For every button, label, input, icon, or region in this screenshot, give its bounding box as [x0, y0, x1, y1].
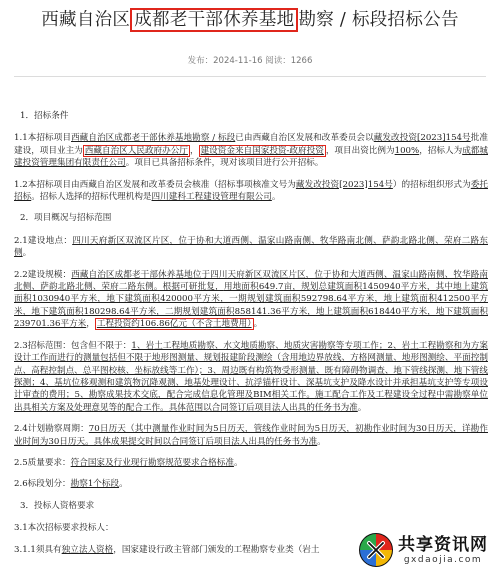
- paragraph-2-3: 2.3招标范围：包含但不限于：1、岩土工程地质勘察、水文地质勘察、地质灾害勘察等专项工作；2、岩土工程勘察和为方案设计工作而进行的测量包括但不限于地形图测量、规划报建阶段测绘（含用地边界放线、方格网测量、地形图测绘、平面控制点、高程控制点、总平图校核、坐标放线等工作）；3、周边既有构筑物受形测量、既有障碍物调查、地下管线探测、地下管线探测；4、基坑位移观测和建筑物沉降观测、地基处理设计、抗浮锚杆设计、深基坑支护及降水设计并承担基坑支护等专项设计审查的费用；5、勘察成果技术交底，配合完成信息化管理及BIM相关工作。施工配合工作及工程建设全过程中需勘察单位出具相关方案及处理意见等的配合工作。具体范围以合同签订后项目法人出具的任务书为准。: [14, 340, 489, 413]
- header-divider: [14, 76, 486, 77]
- watermark-title: 共享资讯网: [398, 535, 488, 555]
- highlight-box-investment: 工程投资约106.86亿元（不含土地费用）: [96, 319, 252, 330]
- paragraph-2-4: 2.4计划勘察周期：70日历天（其中测量作业时间为5日历天，管线作业时间为5日历天，初勘作业时间为30日历天，详勘作业时间为30日历天。具体成果提交时间以合同签订后项目法人出具的任务书为准。: [14, 424, 488, 447]
- paragraph-2-5: 2.5质量要求：符合国家及行业现行勘察规范要求合格标准。: [14, 457, 243, 468]
- page-title: 西藏自治区 成都老干部休养基地 勘察 / 标段招标公告: [41, 10, 459, 30]
- title-highlight: 成都老干部休养基地: [130, 8, 298, 32]
- paragraph-2-6: 2.6标段划分：勘察1个标段。: [14, 479, 128, 490]
- article-body: [14, 110, 488, 565]
- highlight-box-owner: 西藏自治区人民政府办公厅: [84, 145, 188, 156]
- highlight-box-funding: 建设资金来自国家投资-政府投资: [200, 145, 324, 156]
- paragraph-2-2: 2.2建设规模：西藏自治区成都老干部休养基地位于四川天府新区双流区片区，位于协和大道西侧、温家山路南侧、牧华路南北侧、萨韵北路北侧、荣府二路东侧。根据可研批复，用地面积649.7亩，规划总建筑面积1450940平方米，其中地上建筑面积1030940平方米，地下建筑面积420000平方米，一期规划建筑面积592798.64平方米，地上建筑面积412500平方米，地下建筑面积180298.64平方米，二期规划建筑面积858141.36平方米，地上建筑面积618440平方米，地下建筑面积239701.36平方米， 工程投资约106.86亿元（不含土地费用） 。: [14, 269, 488, 330]
- publish-meta: 发布：2024-11-16 阅读：1266: [187, 56, 313, 66]
- paragraph-1-1: 1.1本招标项目西藏自治区成都老干部休养基地勘察 / 标段已由西藏自治区发展和改革委员会以藏发改投资[2023]154号批准建设，项目业主为 西藏自治区人民政府办公厅 ， 建设资金来自国家投资-政府投资 ，项目出资比例为100%，招标人为成都城建投资管理集团有限责任公司。项目已具备招标条件，现对该项目进行公开招标。: [14, 133, 488, 169]
- logo-icon: [358, 532, 394, 568]
- section-heading-1: 1．招标条件: [20, 111, 69, 121]
- paragraph-3-1-1: 3.1.1须具有独立法人资格，国家建设行政主管部门颁发的工程勘察专业类（岩土: [14, 544, 320, 555]
- paragraph-1-2: 1.2本招标项目由西藏自治区发展和改革委员会核准（招标事项核准文号为藏发改投资[2023]154号）的招标组织形式为委托招标。招标人选择的招标代理机构是四川建科工程建设管理有限公司。: [14, 179, 488, 203]
- section-heading-3: 3．投标人资格要求: [20, 500, 95, 511]
- watermark-domain: gxdaojia.com: [403, 555, 483, 565]
- paragraph-2-1: 2.1建设地点：四川天府新区双流区片区，位于协和大道西侧、温家山路南侧、牧华路南北侧、萨韵北路北侧、荣府二路东侧。: [14, 235, 488, 259]
- paragraph-3-1: 3.1本次招标要求投标人：: [14, 523, 114, 534]
- site-watermark: [358, 530, 496, 570]
- section-heading-2: 2．项目概况与招标范围: [20, 213, 112, 224]
